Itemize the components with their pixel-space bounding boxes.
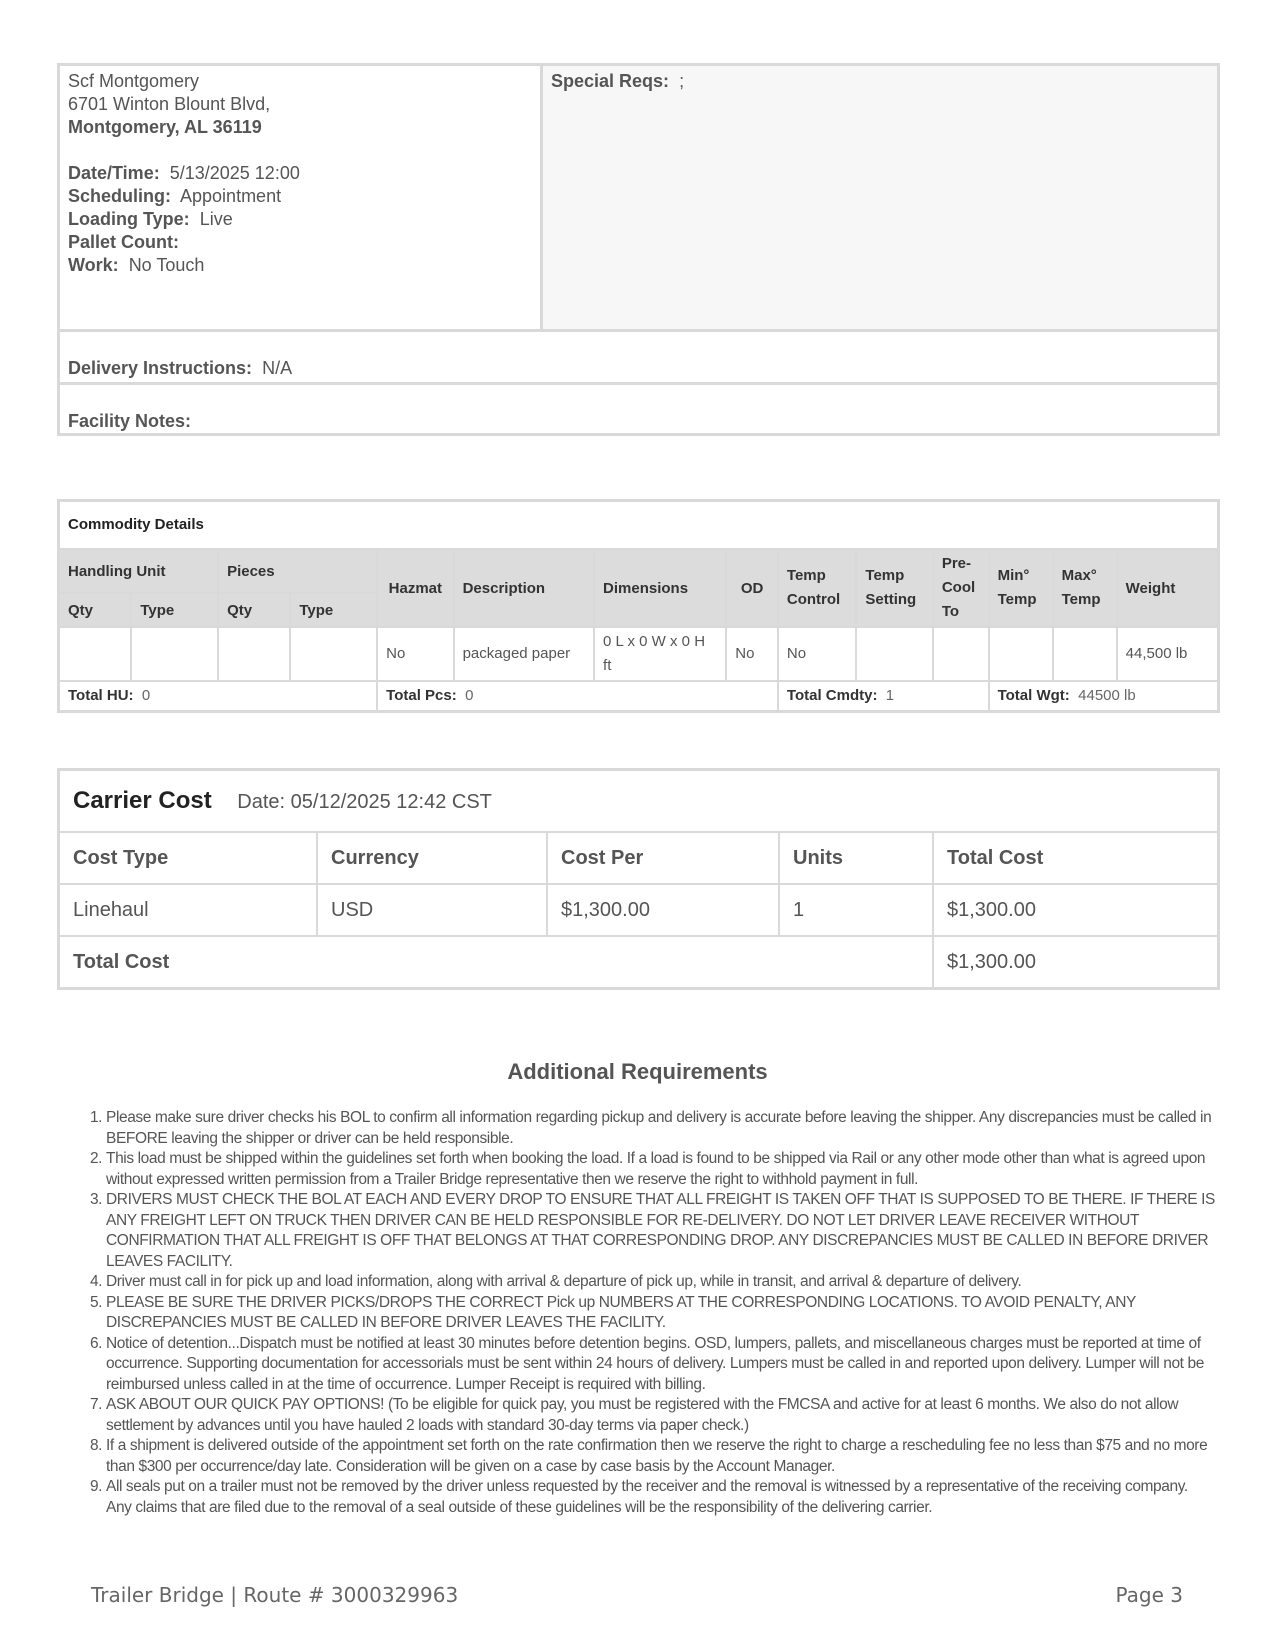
pallet-count-row: Pallet Count:: [68, 232, 179, 252]
total-hu: Total HU: 0: [59, 681, 378, 712]
total-cmdty: Total Cmdty: 1: [778, 681, 989, 712]
handling-unit-header: Handling Unit: [59, 549, 219, 593]
list-item: 2. This load must be shipped within the guidelines set forth when booking the load. If a load is found to be shipped via Rail or any other mode other than what is agreed upon without expressed written permission from a Trailer Bridge representative then we reserve the right to withhold payment in full.: [106, 1149, 1216, 1190]
pieces-header: Pieces: [218, 549, 377, 593]
list-item: 7. ASK ABOUT OUR QUICK PAY OPTIONS! (To be eligible for quick pay, you must be registered with the FMCSA and active for at least 6 months. We also do not allow settlement by advances until you have hauled 2 loads with standard 30-day terms via paper check.): [106, 1395, 1216, 1436]
cost-per-cell: $1,300.00: [547, 884, 779, 936]
loading-type-value: Live: [199, 209, 233, 229]
carrier-cost-title: Carrier Cost: [73, 787, 212, 814]
table-row: [59, 884, 1219, 936]
commodity-table: [57, 499, 1220, 713]
temp-control-cell: No: [778, 627, 857, 681]
hu-qty-cell: [59, 627, 132, 681]
facility-name: Scf Montgomery: [68, 71, 200, 91]
stop-address-panel: [60, 66, 543, 329]
currency-header: Currency: [317, 832, 547, 884]
od-cell: No: [726, 627, 778, 681]
list-item: 4. Driver must call in for pick up and load information, along with arrival & departure of pick up, while in transit, and arrival & departure of delivery.: [106, 1272, 1216, 1293]
special-reqs-value: ;: [679, 71, 685, 91]
description-header: Description: [454, 549, 594, 627]
pcs-qty-cell: [218, 627, 290, 681]
commodity-title: Commodity Details: [59, 501, 1219, 550]
hu-type-header: Type: [131, 593, 218, 627]
list-item: 1. Please make sure driver checks his BOL to confirm all information regarding pickup and delivery is accurate before leaving the shipper. Any discrepancies must be called in BEFORE leaving the shipper or driver can be held responsible.: [106, 1108, 1216, 1149]
work-value: No Touch: [128, 255, 205, 275]
address-line: 6701 Winton Blount Blvd,: [68, 94, 271, 114]
cost-type-header: Cost Type: [59, 832, 318, 884]
list-item: 6. Notice of detention...Dispatch must be notified at least 30 minutes before detention begins. OSD, lumpers, pallets, and miscellaneous charges must be reported at time of occurrence. Supporting documentation for accessorials must be sent within 24 hours of delivery. Lumpers must be called in and reported upon delivery. Lumper will not be reimbursed unless called in at the time of occurrence. Lumper Receipt is required with billing.: [106, 1334, 1216, 1396]
dimensions-header: Dimensions: [594, 549, 726, 627]
scheduling-value: Appointment: [180, 186, 282, 206]
city-state-zip: Montgomery, AL 36119: [68, 117, 262, 137]
totals-row: [59, 681, 1219, 712]
max-temp-header: Max° Temp: [1053, 549, 1117, 627]
units-cell: 1: [779, 884, 933, 936]
pcs-type-header: Type: [290, 593, 377, 627]
datetime-row: Date/Time: 5/13/2025 12:00: [68, 163, 300, 183]
total-cost-header: Total Cost: [933, 832, 1219, 884]
delivery-instructions-value: N/A: [262, 358, 293, 378]
facility-notes-row: Facility Notes:: [60, 382, 1217, 433]
dimensions-cell: 0 L x 0 W x 0 H ft: [594, 627, 726, 681]
special-requirements-panel: [543, 66, 1217, 329]
footer-route: Trailer Bridge | Route # 3000329963: [91, 1583, 459, 1607]
list-item: 3. DRIVERS MUST CHECK THE BOL AT EACH AND EVERY DROP TO ENSURE THAT ALL FREIGHT IS TAKEN OFF THAT IS SUPPOSED TO BE THERE. IF THERE IS ANY FREIGHT LEFT ON TRUCK THEN DRIVER CAN BE HELD RESPONSIBLE FOR RE-DELIVERY. DO NOT LET DRIVER LEAVE RECEIVER WITHOUT CONFIRMATION THAT ALL FREIGHT IS OFF THAT BELONGS AT THAT CORRESPONDING DROP. ANY DISCREPANCIES MUST BE CALLED IN BEFORE DRIVER LEAVES FACILITY.: [106, 1190, 1216, 1272]
temp-setting-header: Temp Setting: [856, 549, 932, 627]
hazmat-header: Hazmat: [377, 549, 453, 627]
precool-header: Pre-Cool To: [933, 549, 989, 627]
precool-cell: [933, 627, 989, 681]
total-pcs: Total Pcs: 0: [377, 681, 778, 712]
temp-control-header: Temp Control: [778, 549, 857, 627]
total-cost-label: Total Cost: [59, 936, 934, 989]
total-wgt: Total Wgt: 44500 lb: [989, 681, 1219, 712]
carrier-cost-header: [59, 770, 1219, 833]
currency-cell: USD: [317, 884, 547, 936]
carrier-cost-date: Date: 05/12/2025 12:42 CST: [237, 791, 492, 813]
cost-per-header: Cost Per: [547, 832, 779, 884]
total-cost-value: $1,300.00: [933, 936, 1219, 989]
datetime-value: 5/13/2025 12:00: [169, 163, 300, 183]
stop-details-box: [57, 63, 1220, 436]
cost-type-cell: Linehaul: [59, 884, 318, 936]
loading-type-row: Loading Type: Live: [68, 209, 233, 229]
hazmat-cell: No: [377, 627, 453, 681]
list-item: 8. If a shipment is delivered outside of the appointment set forth on the rate confirmation then we reserve the right to charge a rescheduling fee no less than $75 and no more than $300 per occurrence/day late. Consideration will be given on a case by case basis by the Account Manager.: [106, 1436, 1216, 1477]
total-cost-cell: $1,300.00: [933, 884, 1219, 936]
scheduling-row: Scheduling: Appointment: [68, 186, 282, 206]
table-row: [59, 627, 1219, 681]
min-temp-header: Min° Temp: [989, 549, 1053, 627]
units-header: Units: [779, 832, 933, 884]
work-row: Work: No Touch: [68, 255, 205, 275]
page-number: Page 3: [1115, 1583, 1183, 1607]
description-cell: packaged paper: [454, 627, 594, 681]
min-temp-cell: [989, 627, 1053, 681]
max-temp-cell: [1053, 627, 1117, 681]
carrier-cost-table: [57, 768, 1220, 990]
list-item: 5. PLEASE BE SURE THE DRIVER PICKS/DROPS THE CORRECT Pick up NUMBERS AT THE CORRESPONDING LOCATIONS. TO AVOID PENALTY, ANY DISCREPANCIES MUST BE CALLED IN BEFORE DRIVER LEAVES THE FACILITY.: [106, 1293, 1216, 1334]
pcs-qty-header: Qty: [218, 593, 290, 627]
hu-type-cell: [131, 627, 218, 681]
delivery-instructions-row: Delivery Instructions: N/A: [60, 329, 1217, 382]
special-reqs-label: Special Reqs:: [551, 71, 670, 91]
temp-setting-cell: [856, 627, 932, 681]
weight-header: Weight: [1117, 549, 1219, 627]
list-item: 9. All seals put on a trailer must not be removed by the driver unless requested by the receiver and the removal is witnessed by a representative of the receiving company. Any claims that are filed due to the removal of a seal outside of these guidelines will be the responsibility of the delivering carrier.: [106, 1477, 1216, 1518]
od-header: OD: [726, 549, 778, 627]
additional-requirements-title: Additional Requirements: [507, 1059, 768, 1084]
additional-requirements-list: [106, 1108, 1216, 1518]
hu-qty-header: Qty: [59, 593, 132, 627]
weight-cell: 44,500 lb: [1117, 627, 1219, 681]
pcs-type-cell: [290, 627, 377, 681]
